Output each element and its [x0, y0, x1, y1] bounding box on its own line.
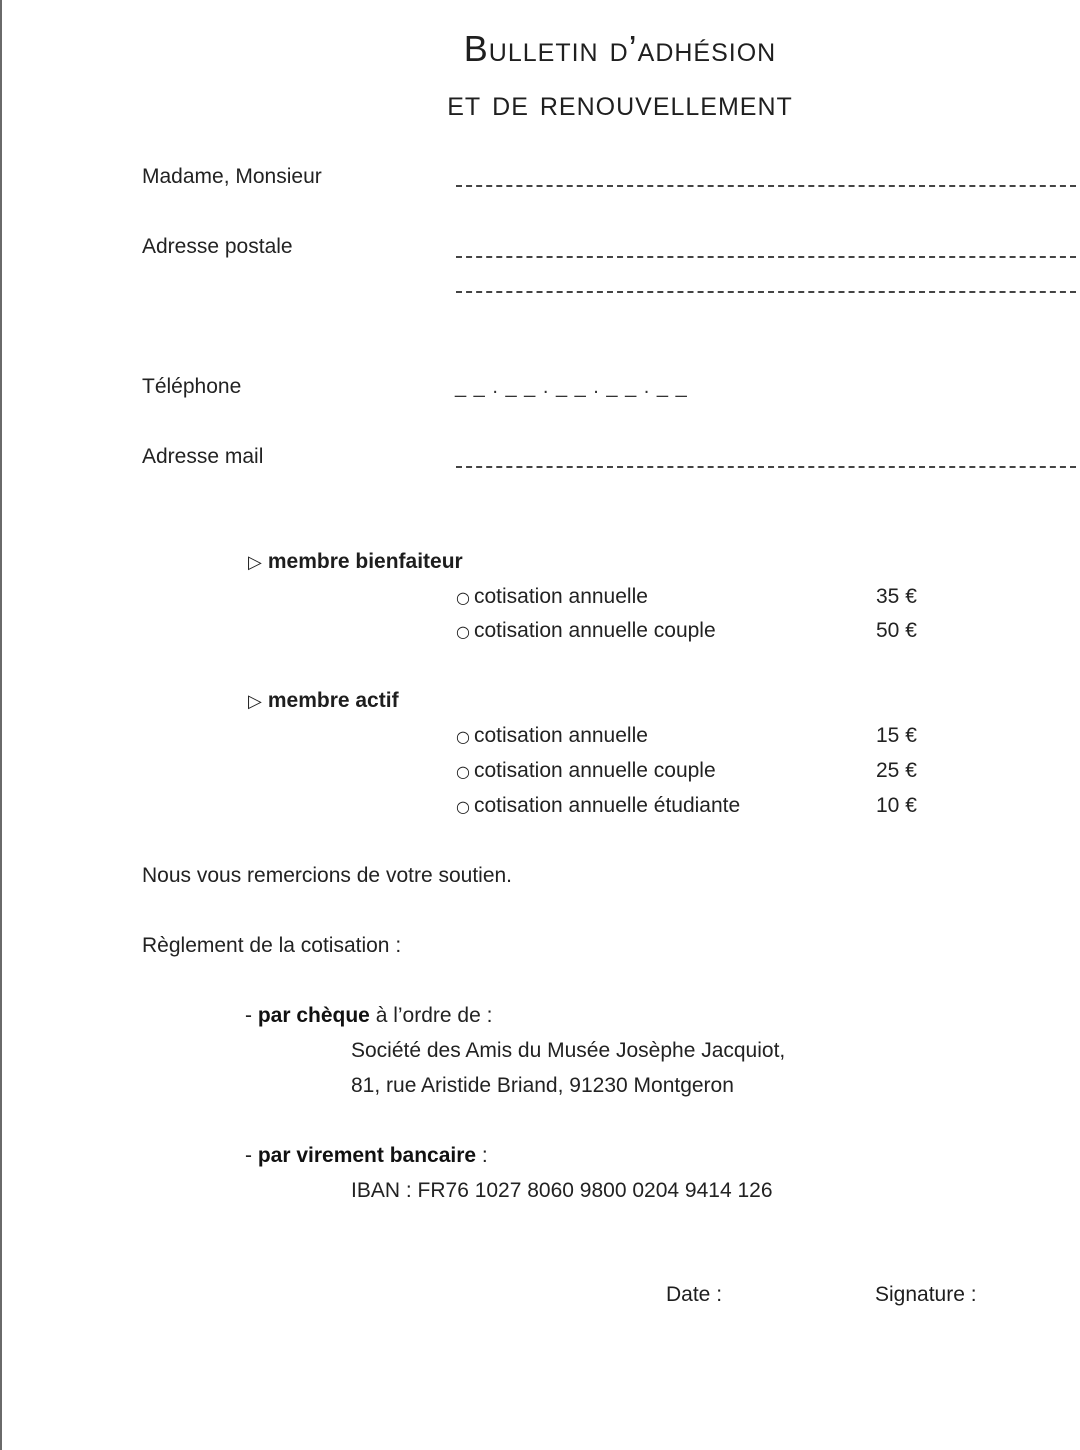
address-field-line-1[interactable] [456, 256, 1076, 258]
active-member-label: membre actif [267, 689, 399, 712]
name-field[interactable] [456, 185, 1076, 187]
active-price-couple: 25 € [876, 759, 917, 782]
page-title-line-1: Bulletin d’adhésion [463, 28, 777, 69]
phone-label: Téléphone [142, 375, 242, 398]
option-label: cotisation annuelle couple [473, 619, 716, 642]
option-label: cotisation annuelle couple [473, 759, 716, 782]
circle-outline-icon: ○ [456, 762, 470, 781]
page-edge-rule [0, 0, 2, 1450]
payment-cheque-line [245, 1004, 492, 1028]
date-label: Date : [666, 1283, 723, 1306]
benefactor-option-couple[interactable] [456, 619, 716, 643]
transfer-prefix: - [245, 1144, 258, 1167]
signature-label: Signature : [875, 1283, 977, 1306]
payment-heading: Règlement de la cotisation : [142, 934, 402, 957]
active-price-annual: 15 € [876, 724, 917, 747]
transfer-method: par virement bancaire [257, 1144, 477, 1167]
triangle-right-outline-icon: ▷ [248, 691, 262, 712]
benefactor-price-couple: 50 € [876, 619, 917, 642]
cheque-rest: à l’ordre de : [369, 1004, 493, 1027]
option-label: cotisation annuelle étudiante [473, 794, 741, 817]
triangle-right-outline-icon: ▷ [248, 552, 262, 573]
active-member-heading [248, 689, 399, 713]
iban-text: IBAN : FR76 1027 8060 9800 0204 9414 126 [351, 1179, 773, 1202]
circle-outline-icon: ○ [456, 727, 470, 746]
name-label: Madame, Monsieur [142, 165, 322, 188]
benefactor-member-heading [248, 550, 463, 574]
cheque-prefix: - [245, 1004, 258, 1027]
benefactor-member-label: membre bienfaiteur [267, 550, 463, 573]
email-label: Adresse mail [142, 445, 264, 468]
active-option-couple[interactable] [456, 759, 716, 783]
cheque-payee-line-1: Société des Amis du Musée Josèphe Jacquiot, [351, 1039, 786, 1062]
email-field[interactable] [456, 466, 1076, 468]
address-field-line-2[interactable] [456, 291, 1076, 293]
circle-outline-icon: ○ [456, 588, 470, 607]
active-price-student: 10 € [876, 794, 917, 817]
option-label: cotisation annuelle [473, 724, 648, 747]
circle-outline-icon: ○ [456, 797, 470, 816]
address-label: Adresse postale [142, 235, 293, 258]
payment-transfer-line [245, 1144, 488, 1168]
thanks-text: Nous vous remercions de votre soutien. [142, 864, 513, 887]
circle-outline-icon: ○ [456, 622, 470, 641]
transfer-rest: : [476, 1144, 488, 1167]
active-option-student[interactable] [456, 794, 740, 818]
cheque-payee-line-2: 81, rue Aristide Briand, 91230 Montgeron [351, 1074, 734, 1097]
page-title-line-2: et de renouvellement [447, 82, 793, 123]
benefactor-option-annual[interactable] [456, 585, 648, 609]
cheque-method: par chèque [257, 1004, 370, 1027]
active-option-annual[interactable] [456, 724, 648, 748]
phone-field[interactable]: _ _ . _ _ . _ _ . _ _ . _ _ [455, 376, 688, 398]
option-label: cotisation annuelle [473, 585, 648, 608]
benefactor-price-annual: 35 € [876, 585, 917, 608]
